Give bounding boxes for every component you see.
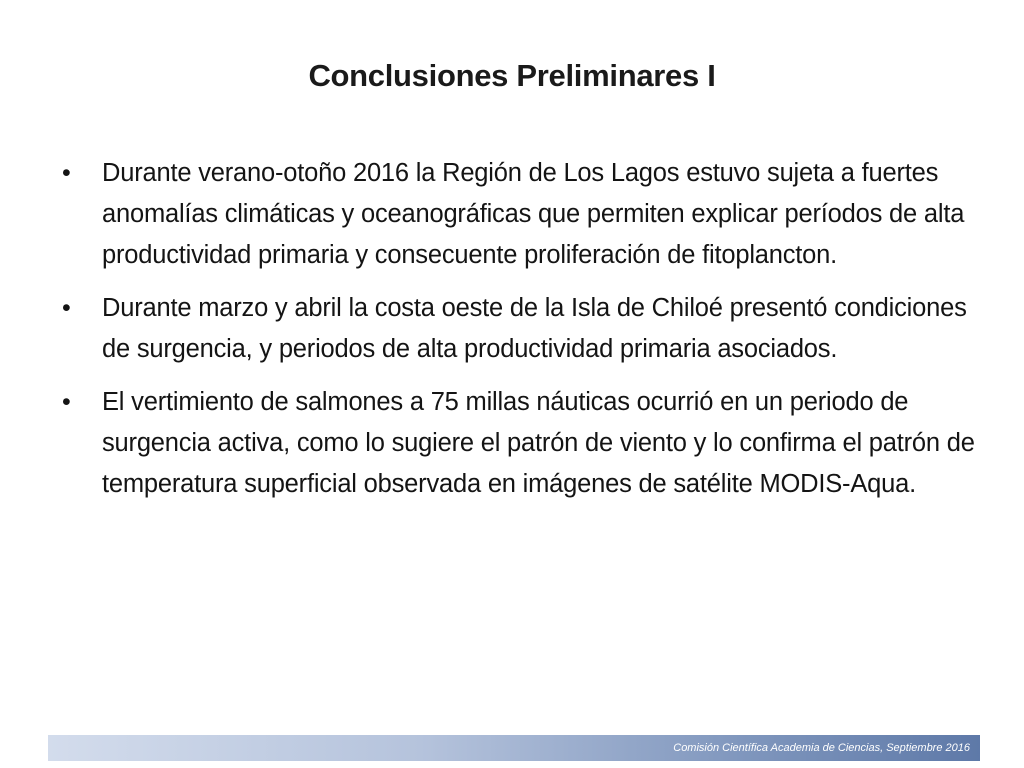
- bullet-text-1: Durante verano-otoño 2016 la Región de Los Lagos estuvo sujeta a fuertes anomalías climáticas y oceanográficas que permiten explicar períodos de alta productividad primaria y consecuente proliferación de fitoplancton.: [102, 159, 965, 269]
- bullet-text-3: El vertimiento de salmones a 75 millas náuticas ocurrió en un periodo de surgencia activa, como lo sugiere el patrón de viento y lo confirma el patrón de temperatura superficial observada en imágenes de satélite MODIS-Aqua.: [102, 388, 975, 498]
- slide-title: Conclusiones Preliminares I: [308, 58, 716, 93]
- bullet-item-1: [58, 153, 978, 276]
- bullet-item-3: [58, 382, 978, 505]
- bullet-text-2: Durante marzo y abril la costa oeste de la Isla de Chiloé presentó condiciones de surgencia, y periodos de alta productividad primaria asociados.: [102, 294, 967, 363]
- bullet-item-2: [58, 288, 978, 370]
- bullet-icon: •: [62, 159, 71, 187]
- footer-bar: [48, 735, 980, 761]
- bullet-list: [58, 153, 978, 517]
- footer-credit: Comisión Científica Academia de Ciencias, Septiembre 2016: [673, 742, 970, 754]
- bullet-icon: •: [62, 294, 71, 322]
- bullet-icon: •: [62, 388, 71, 416]
